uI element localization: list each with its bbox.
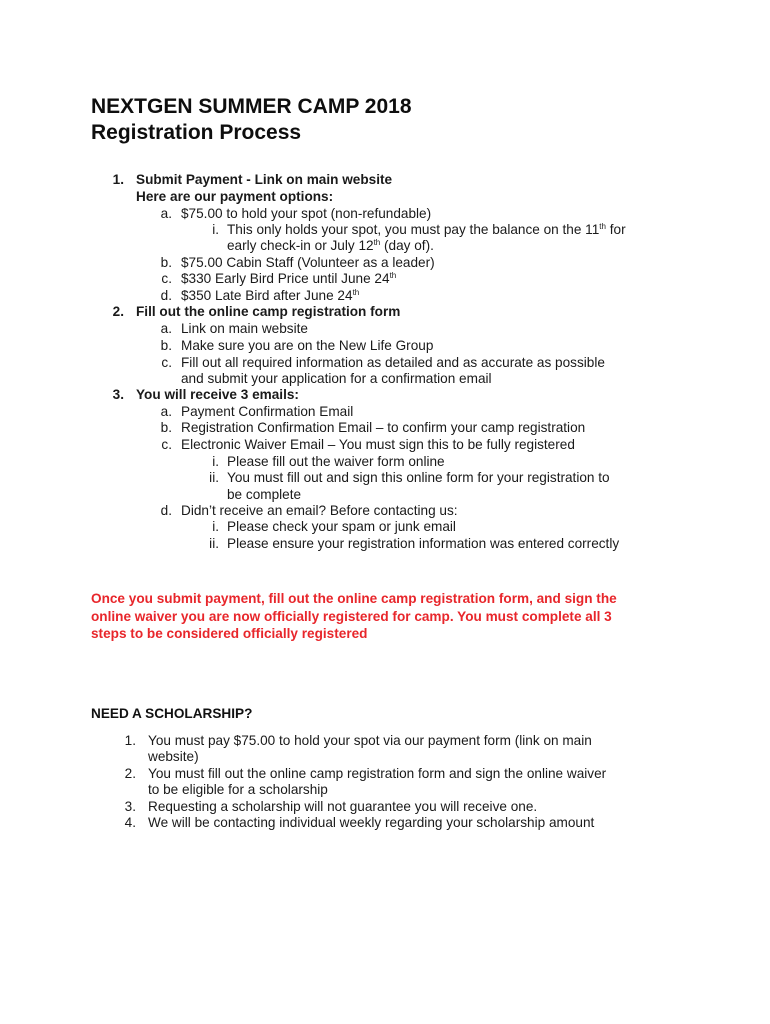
step-1-number: 1.	[112, 172, 124, 187]
step-2b-text: Make sure you are on the New Life Group	[181, 338, 434, 353]
step-1c-marker: c.	[161, 271, 172, 286]
step-3b-marker: b.	[160, 420, 172, 435]
step-1d-marker: d.	[160, 288, 172, 303]
step-1a-text: $75.00 to hold your spot (non-refundable)	[181, 206, 432, 221]
step-1a-i-text: This only holds your spot, you must pay the balance on the 11th for	[227, 222, 626, 237]
document-subtitle: Registration Process	[91, 121, 302, 144]
registration-notice	[91, 590, 681, 643]
step-2b-marker: b.	[160, 338, 172, 353]
scholarship-item-number: 2.	[124, 766, 136, 781]
step-1a-marker: a.	[160, 206, 172, 221]
step-3a-marker: a.	[160, 404, 172, 419]
step-3-number: 3.	[112, 387, 124, 402]
step-3c-i-text: Please fill out the waiver form online	[227, 454, 445, 469]
scholarship-item-text: We will be contacting individual weekly regarding your scholarship amount	[148, 815, 595, 830]
step-2c-text: Fill out all required information as detailed and as accurate as possible	[181, 355, 605, 370]
step-1c-text: $330 Early Bird Price until June 24th	[181, 271, 397, 286]
step-1b-text: $75.00 Cabin Staff (Volunteer as a leader)	[181, 255, 435, 270]
step-3d-text: Didn’t receive an email? Before contacting us:	[181, 503, 458, 518]
step-1b-marker: b.	[160, 255, 172, 270]
scholarship-item-text: You must fill out the online camp registration form and sign the online waiver	[148, 766, 607, 781]
notice-line: online waiver you are now officially registered for camp. You must complete all 3	[91, 608, 612, 624]
step-3c-ii-text: You must fill out and sign this online form for your registration to	[227, 470, 610, 485]
step-1-label: Submit Payment - Link on main website	[136, 172, 393, 187]
notice-line: Once you submit payment, fill out the online camp registration form, and sign the	[91, 591, 617, 606]
step-2a-text: Link on main website	[181, 321, 308, 336]
step-3d-i-text: Please check your spam or junk email	[227, 519, 456, 534]
scholarship-item-number: 1.	[124, 733, 136, 748]
scholarship-heading: NEED A SCHOLARSHIP?	[91, 706, 253, 721]
step-3d-ii-marker: ii.	[209, 536, 219, 551]
step-2-number: 2.	[112, 304, 124, 319]
step-3d-marker: d.	[160, 503, 172, 518]
scholarship-item-number: 4.	[124, 815, 136, 830]
scholarship-item-number: 3.	[124, 799, 136, 814]
step-2-label: Fill out the online camp registration form	[136, 304, 401, 319]
scholarship-item-text: Requesting a scholarship will not guarantee you will receive one.	[148, 799, 538, 814]
step-3c-text: Electronic Waiver Email – You must sign this to be fully registered	[181, 437, 575, 452]
step-3d-i-marker: i.	[212, 519, 219, 534]
notice-line: steps to be considered officially registered	[91, 626, 368, 641]
document-title: NEXTGEN SUMMER CAMP 2018	[91, 95, 412, 118]
step-3d-ii-text: Please ensure your registration information was entered correctly	[227, 536, 620, 551]
step-2c-continuation: and submit your application for a confirmation email	[181, 371, 492, 386]
step-3-label: You will receive 3 emails:	[136, 387, 299, 402]
step-1d-text: $350 Late Bird after June 24th	[181, 288, 360, 303]
step-2c-marker: c.	[161, 355, 172, 370]
step-3b-text: Registration Confirmation Email – to confirm your camp registration	[181, 420, 586, 435]
scholarship-item-continuation: to be eligible for a scholarship	[148, 782, 328, 797]
step-2a-marker: a.	[160, 321, 172, 336]
scholarship-item-continuation: website)	[148, 749, 199, 764]
step-3c-ii-continuation: be complete	[227, 487, 302, 502]
step-1-sublabel: Here are our payment options:	[136, 189, 334, 204]
step-3c-marker: c.	[161, 437, 172, 452]
step-3c-i-marker: i.	[212, 454, 219, 469]
step-1a-i-continuation: early check-in or July 12th (day of).	[227, 238, 434, 253]
scholarship-item-text: You must pay $75.00 to hold your spot via our payment form (link on main	[148, 733, 592, 748]
step-1a-i-marker: i.	[212, 222, 219, 237]
step-3c-ii-marker: ii.	[209, 470, 219, 485]
step-3a-text: Payment Confirmation Email	[181, 404, 354, 419]
